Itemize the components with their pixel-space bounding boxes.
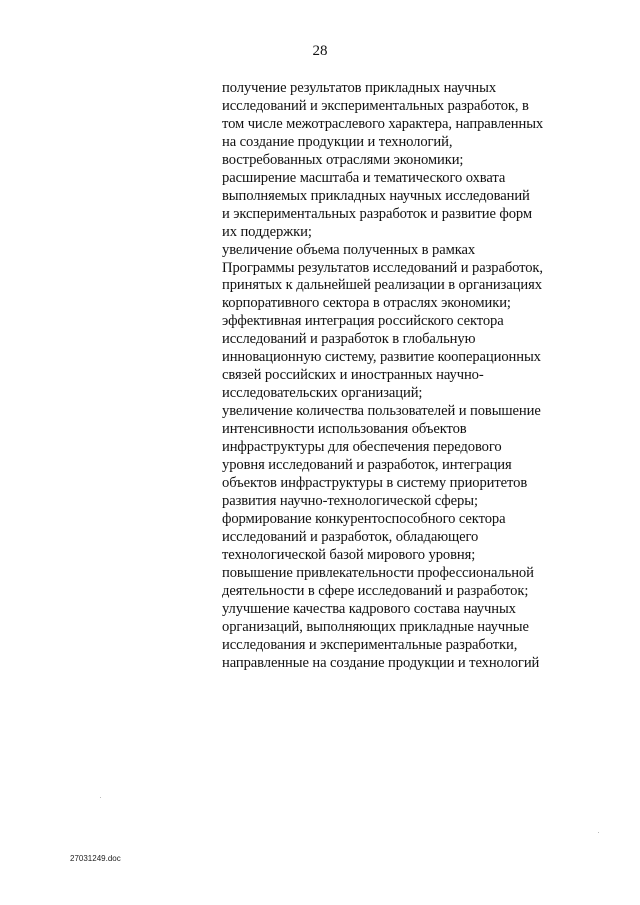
text-line: Программы результатов исследований и разработок, [222, 259, 543, 276]
text-line: и экспериментальных разработок и развитие форм [222, 205, 533, 222]
text-line: увеличение количества пользователей и повышение [222, 403, 541, 420]
text-line: исследовательских организаций; [222, 385, 423, 402]
text-line: объектов инфраструктуры в систему приоритетов [222, 474, 528, 491]
text-line: увеличение объема полученных в рамках [222, 241, 476, 258]
footer-filename: 27031249.doc [70, 854, 121, 863]
text-line: том числе межотраслевого характера, направленных [222, 115, 544, 132]
text-line: повышение привлекательности профессиональной [222, 564, 534, 581]
text-line: направленные на создание продукции и технологий [222, 654, 540, 671]
page-number: 28 [312, 43, 328, 59]
text-line: интенсивности использования объектов [222, 421, 467, 438]
scan-speck [100, 797, 101, 798]
text-line: инновационную систему, развитие кооперационных [222, 349, 541, 366]
text-line: исследования и экспериментальные разработки, [222, 636, 518, 653]
text-line: на создание продукции и технологий, [222, 133, 453, 150]
text-line: расширение масштаба и тематического охвата [222, 169, 506, 186]
text-line: востребованных отраслями экономики; [222, 151, 464, 168]
text-line: организаций, выполняющих прикладные научные [222, 618, 529, 635]
text-line: деятельности в сфере исследований и разработок; [222, 582, 529, 599]
text-line: получение результатов прикладных научных [222, 80, 497, 96]
text-line: исследований и разработок, обладающего [222, 528, 479, 545]
text-line: принятых к дальнейшей реализации в организациях [222, 277, 542, 294]
text-line: исследований и экспериментальных разработок, в [222, 97, 529, 114]
text-line: технологической базой мирового уровня; [222, 546, 476, 563]
text-line: улучшение качества кадрового состава научных [222, 600, 516, 617]
text-line: инфраструктуры для обеспечения передового [222, 439, 502, 456]
text-line: выполняемых прикладных научных исследований [222, 187, 530, 204]
body-text [222, 80, 567, 672]
text-line: эффективная интеграция российского сектора [222, 313, 504, 330]
text-line: корпоративного сектора в отраслях экономики; [222, 295, 511, 312]
text-line: связей российских и иностранных научно- [222, 367, 484, 384]
scan-speck [598, 832, 599, 833]
text-line: формирование конкурентоспособного сектора [222, 510, 506, 527]
text-line: их поддержки; [222, 223, 312, 240]
text-line: исследований и разработок в глобальную [222, 331, 476, 348]
text-line: развития научно-технологической сферы; [222, 492, 478, 509]
text-line: уровня исследований и разработок, интеграция [222, 457, 512, 474]
